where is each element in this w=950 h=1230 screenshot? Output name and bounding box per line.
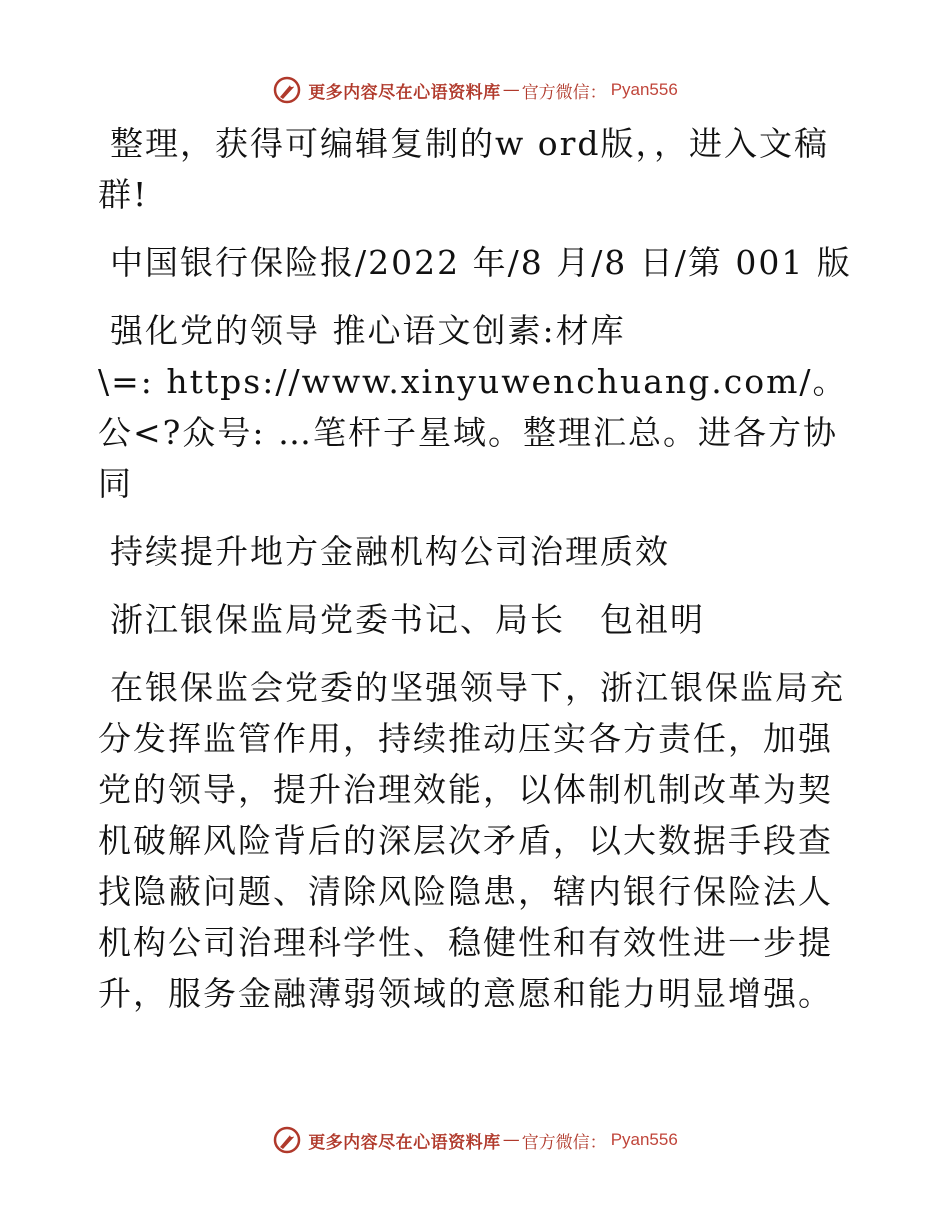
intro-paragraph: 整理，获得可编辑复制的w ord版，，进入文稿群!	[98, 124, 830, 214]
brand-wechat-id: Pyan556	[610, 80, 678, 99]
brand-wechat-id: Pyan556	[610, 1130, 678, 1149]
document-body	[98, 118, 858, 1036]
brand-separator: —	[502, 80, 520, 100]
brand-separator: —	[502, 1130, 520, 1150]
headline-2: 持续提升地方金融机构公司治理质效	[110, 532, 670, 571]
brand-official-label: 官方微信：	[521, 1132, 607, 1153]
byline: 浙江银保监局党委书记、局长 包祖明	[110, 600, 705, 639]
brand-name: 更多内容尽在心语资料库	[308, 82, 501, 103]
brand-name: 更多内容尽在心语资料库	[308, 1132, 501, 1153]
footer-brand-watermark	[0, 1120, 950, 1160]
url-line: \=: https://www.xinyuwenchuang.com/。公<?众号: …笔杆子星域。整理汇总。进各方协同	[98, 362, 848, 503]
pen-nib-logo-icon	[272, 75, 302, 105]
source-line: 中国银行保险报/2022 年/8 月/8 日/第 001 版	[110, 243, 852, 282]
body-paragraph: 在银保监会党委的坚强领导下，浙江银保监局充分发挥监管作用，持续推动压实各方责任，加强党的领导，提升治理效能，以体制机制改革为契机破解风险背后的深层次矛盾，以大数据手段查找隐蔽问题、清除风险隐患，辖内银行保险法人机构公司治理科学性、稳健性和有效性进一步提升，服务金融薄弱领域的意愿和能力明显增强。	[98, 668, 845, 1013]
pen-nib-logo-icon	[272, 1125, 302, 1155]
headline-1: 强化党的领导 推心语文创素:材库	[110, 311, 626, 350]
header-brand-watermark	[0, 70, 950, 110]
brand-official-label: 官方微信：	[521, 82, 607, 103]
